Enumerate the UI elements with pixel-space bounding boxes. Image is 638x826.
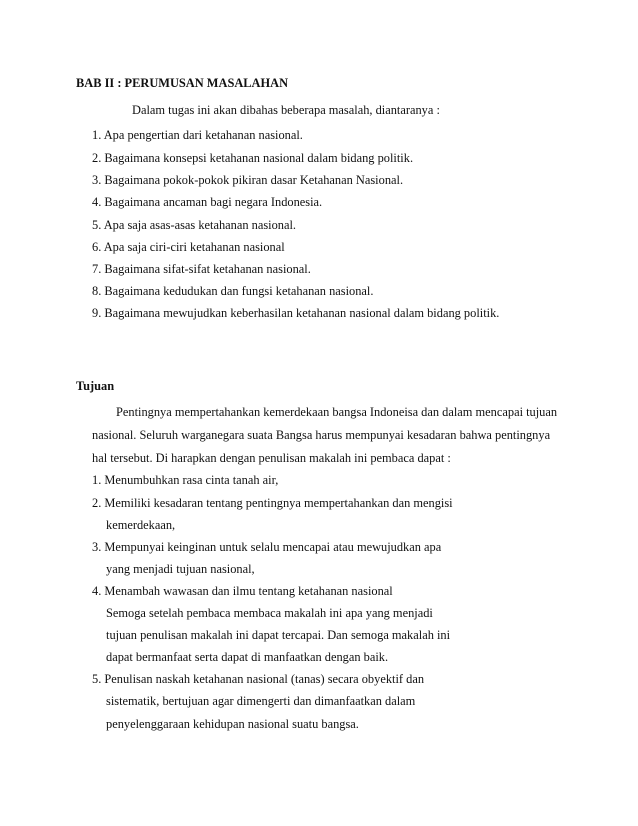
list-item: 5. Penulisan naskah ketahanan nasional (tanas) secara obyektif dan [92, 672, 425, 686]
paragraph-line: hal tersebut. Di harapkan dengan penulisan makalah ini pembaca dapat : [92, 451, 451, 465]
list-item: 6. Apa saja ciri-ciri ketahanan nasional [92, 240, 285, 254]
intro-text: Dalam tugas ini akan dibahas beberapa masalah, diantaranya : [132, 103, 440, 117]
list-item-continuation: sistematik, bertujuan agar dimengerti dan dimanfaatkan dalam [106, 694, 416, 708]
section-heading-tujuan: Tujuan [76, 379, 115, 393]
list-item-continuation: kemerdekaan, [106, 518, 176, 532]
list-item: 5. Apa saja asas-asas ketahanan nasional. [92, 218, 297, 232]
list-item-continuation: tujuan penulisan makalah ini dapat tercapai. Dan semoga makalah ini [106, 628, 451, 642]
list-item: 3. Mempunyai keinginan untuk selalu mencapai atau mewujudkan apa [92, 540, 442, 554]
list-item-continuation: penyelenggaraan kehidupan nasional suatu bangsa. [106, 717, 359, 731]
paragraph-line: Pentingnya mempertahankan kemerdekaan bangsa Indoneisa dan dalam mencapai tujuan [116, 405, 558, 419]
list-item: 8. Bagaimana kedudukan dan fungsi ketahanan nasional. [92, 284, 374, 298]
list-item: 9. Bagaimana mewujudkan keberhasilan ketahanan nasional dalam bidang politik. [92, 306, 500, 320]
list-item: 4. Menambah wawasan dan ilmu tentang ketahanan nasional [92, 584, 393, 598]
list-item-continuation: yang menjadi tujuan nasional, [106, 562, 255, 576]
list-item-continuation: dapat bermanfaat serta dapat di manfaatkan dengan baik. [106, 650, 389, 664]
list-item: 1. Menumbuhkan rasa cinta tanah air, [92, 473, 279, 487]
paragraph-line: nasional. Seluruh warganegara suata Bangsa harus mempunyai kesadaran bahwa pentingnya [92, 428, 551, 442]
list-item-continuation: Semoga setelah pembaca membaca makalah ini apa yang menjadi [106, 606, 433, 620]
section-heading-perumusan: BAB II : PERUMUSAN MASALAHAN [76, 76, 289, 90]
list-item: 7. Bagaimana sifat-sifat ketahanan nasional. [92, 262, 311, 276]
list-item: 4. Bagaimana ancaman bagi negara Indonesia. [92, 195, 323, 209]
list-item: 2. Bagaimana konsepsi ketahanan nasional dalam bidang politik. [92, 151, 414, 165]
list-item: 3. Bagaimana pokok-pokok pikiran dasar Ketahanan Nasional. [92, 173, 404, 187]
list-item: 1. Apa pengertian dari ketahanan nasional. [92, 128, 303, 142]
list-item: 2. Memiliki kesadaran tentang pentingnya mempertahankan dan mengisi [92, 496, 453, 510]
